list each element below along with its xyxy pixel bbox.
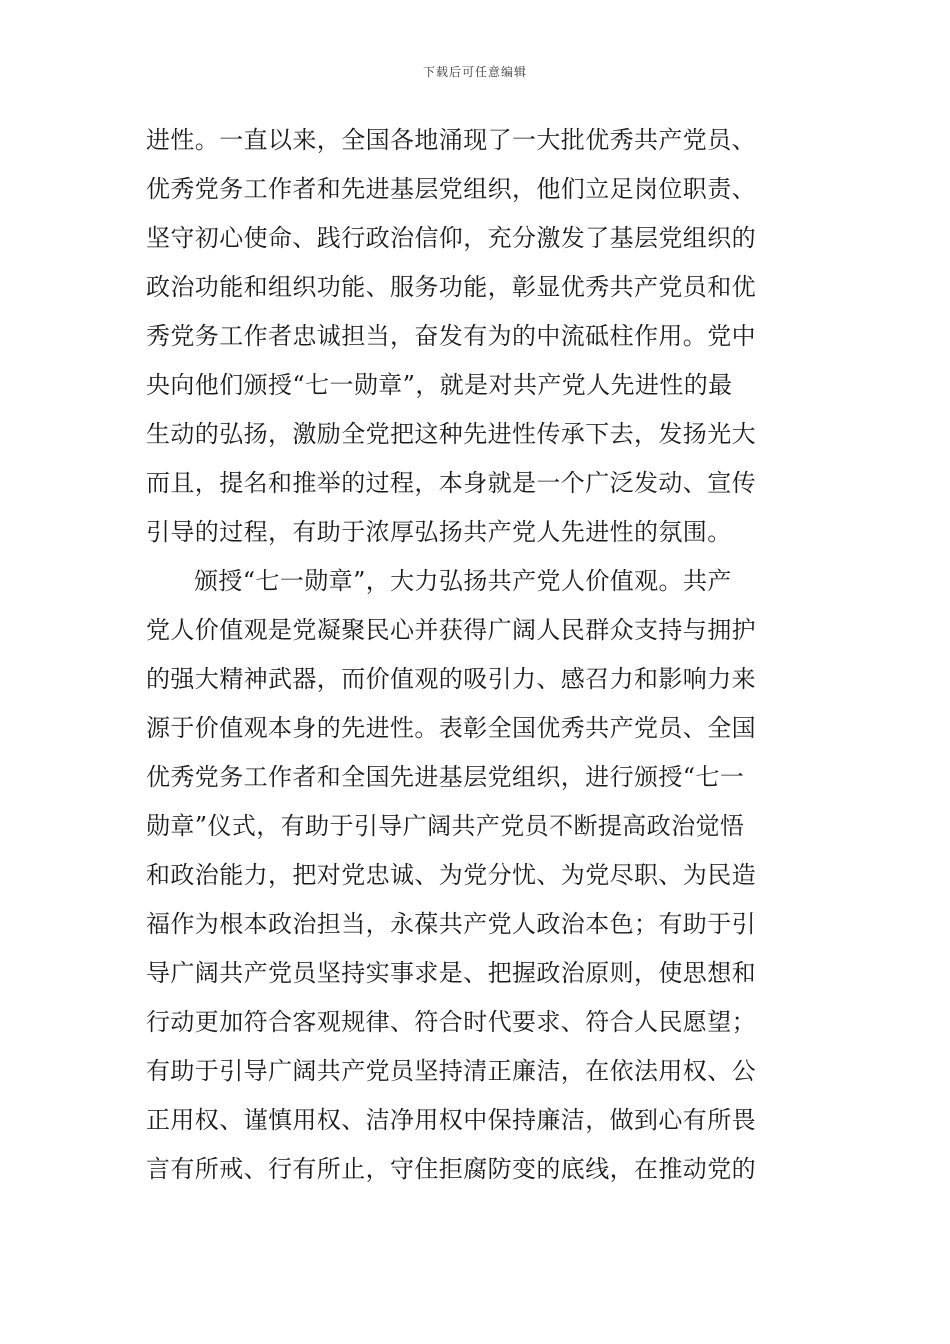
text-line: 导广阔共产党员坚持实事求是、把握政治原则，使思想和: [146, 959, 756, 987]
text-line: 有助于引导广阔共产党员坚持清正廉洁，在依法用权、公: [146, 1057, 756, 1085]
text-line: 引导的过程，有助于浓厚弘扬共产党人先进性的氛围。: [146, 518, 732, 546]
text-line: 和政治能力，把对党忠诚、为党分忧、为党尽职、为民造: [146, 861, 756, 889]
text-line: 党人价值观是党凝聚民心并获得广阔人民群众支持与拥护: [146, 616, 756, 644]
text-line: 优秀党务工作者和先进基层党组织，他们立足岗位职责、: [146, 175, 756, 203]
text-line: 行动更加符合客观规律、符合时代要求、符合人民愿望；: [146, 1008, 756, 1036]
text-line: 正用权、谨慎用权、洁净用权中保持廉洁，做到心有所畏: [146, 1106, 756, 1134]
paragraph-start-line: 颁授“七一勋章”，大力弘扬共产党人价值观。共产: [194, 567, 732, 595]
text-line: 政治功能和组织功能、服务功能，彰显优秀共产党员和优: [146, 273, 756, 301]
document-body: [146, 116, 810, 1194]
text-line: 优秀党务工作者和全国先进基层党组织，进行颁授“七一: [146, 763, 745, 791]
text-line: 进性。一直以来，全国各地涌现了一大批优秀共产党员、: [146, 126, 756, 154]
page-header: 下载后可任意编辑: [422, 65, 527, 79]
text-line: 福作为根本政治担当，永葆共产党人政治本色；有助于引: [146, 910, 756, 938]
text-line: 源于价值观本身的先进性。表彰全国优秀共产党员、全国: [146, 714, 756, 742]
text-line: 而且，提名和推举的过程，本身就是一个广泛发动、宣传: [146, 469, 756, 497]
text-line: 坚守初心使命、践行政治信仰，充分激发了基层党组织的: [146, 224, 756, 252]
text-line: 生动的弘扬，激励全党把这种先进性传承下去，发扬光大: [146, 420, 756, 448]
text-line: 央向他们颁授“七一勋章”，就是对共产党人先进性的最: [146, 371, 733, 399]
text-line: 秀党务工作者忠诚担当，奋发有为的中流砥柱作用。党中: [146, 322, 756, 350]
text-line: 的强大精神武器，而价值观的吸引力、感召力和影响力来: [146, 665, 756, 693]
text-line: 勋章”仪式，有助于引导广阔共产党员不断提高政治觉悟: [146, 812, 745, 840]
text-line: 言有所戒、行有所止，守住拒腐防变的底线，在推动党的: [146, 1155, 756, 1183]
